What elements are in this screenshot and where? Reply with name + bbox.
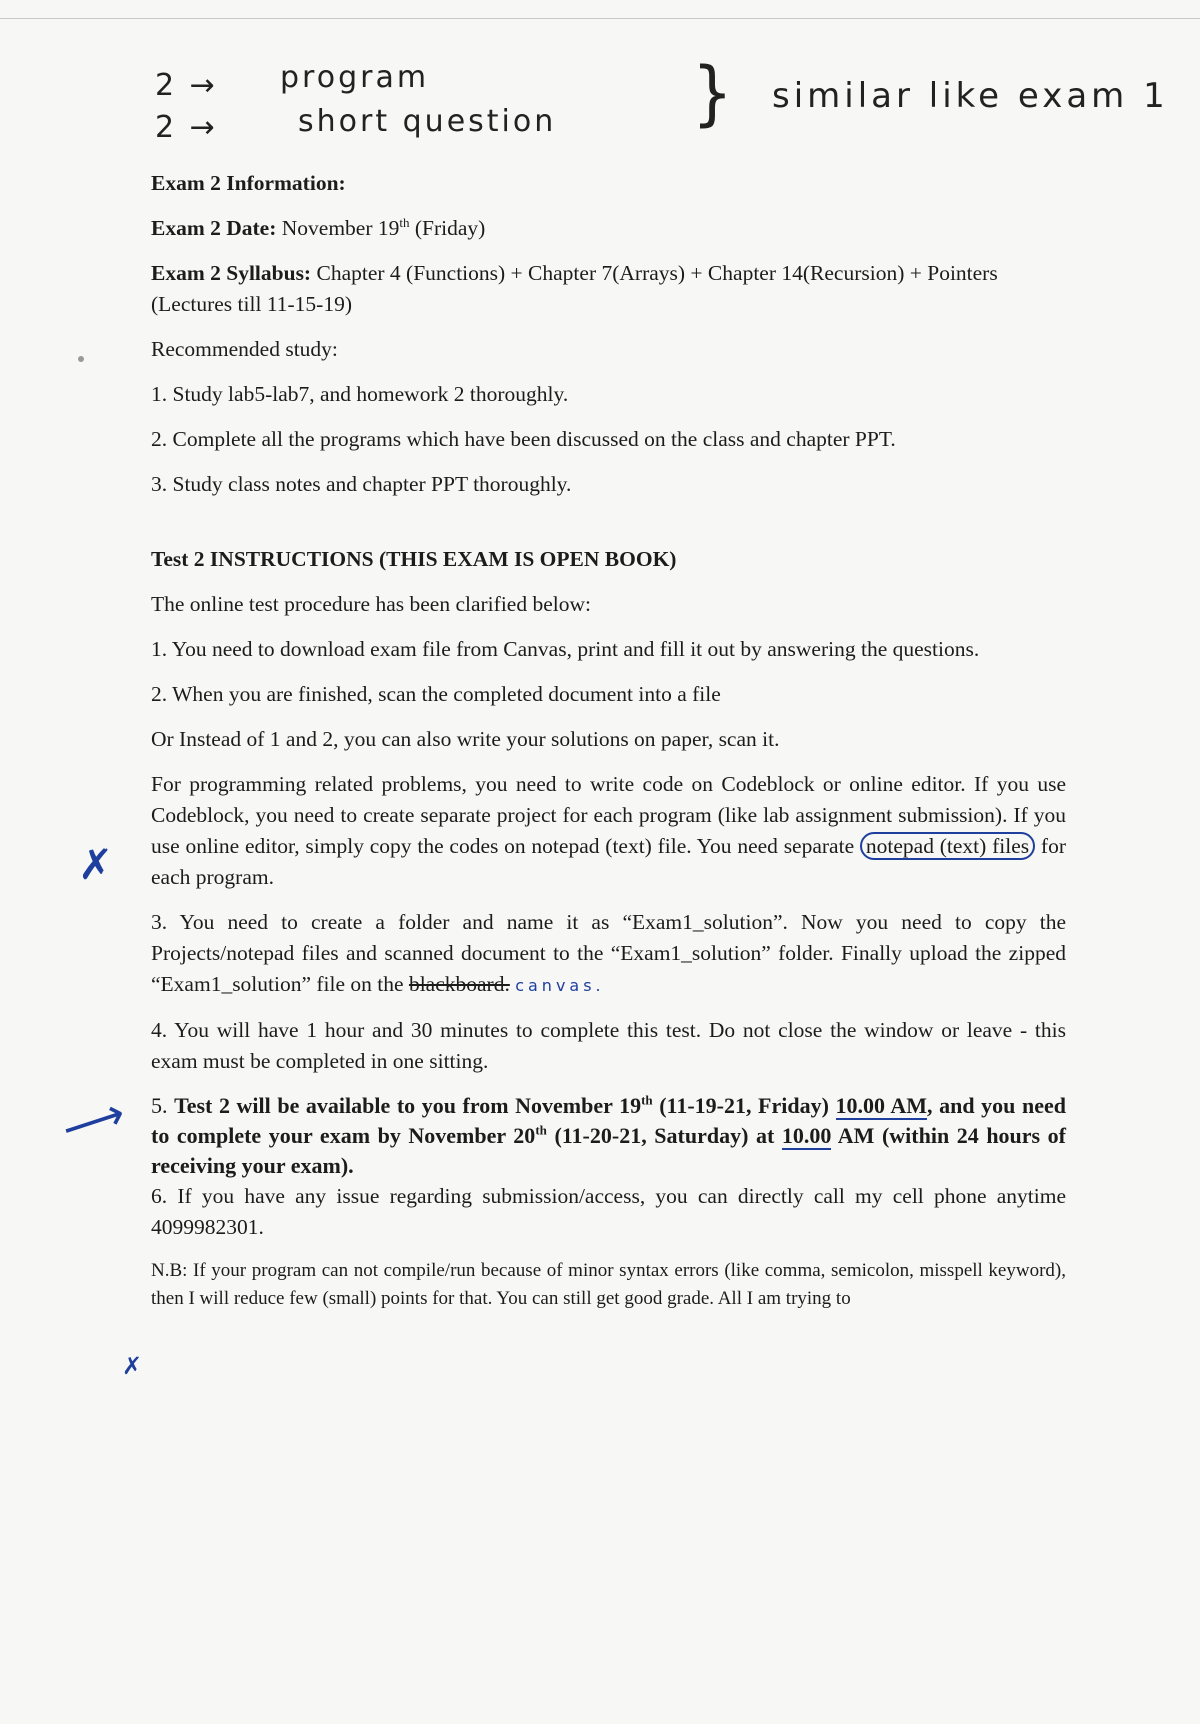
struck-blackboard: blackboard. [408,972,510,996]
document-body [151,168,1066,1313]
instruction-item-3: 3. You need to create a folder and name it as “Exam1_solution”. Now you need to copy the Projects/notepad files and scanned document to the “Exam1_solution” folder. Finally upload the zipped “Exam1_solution” file on the blackboard. canvas. [151,910,1066,996]
hand-note-2-text: short question [298,104,557,139]
exam-date: Exam 2 Date: November 19th (Friday) [151,214,486,240]
instruction-item-4: 4. You will have 1 hour and 30 minutes to complete this test. Do not close the window or leave - this exam must be completed in one sitting. [151,1018,1066,1073]
instruction-item-2: 2. When you are finished, scan the completed document into a file [151,682,721,706]
circled-notepad-files: notepad (text) files [860,832,1035,860]
hand-note-1-number: 2 → [155,68,218,103]
nb-note: N.B: If your program can not compile/run because of minor syntax errors (like comma, semicolon, misspell keyword), then I will reduce few (small) points for that. You can still get good grade. All I am trying to [151,1260,1066,1309]
programming-instructions: For programming related problems, you need to write code on Codeblock or online editor. If you use Codeblock, you need to create separate project for each program (like lab assignment submission). If you use online editor, simply copy the codes on notepad (text) file. You need separate notepad (text) files for each program. [151,772,1066,889]
handwritten-canvas: canvas. [515,976,605,995]
star-mark-icon: ✗ [78,840,114,889]
underlined-start-time: 10.00 AM [835,1093,928,1118]
hand-note-2-number: 2 → [155,110,218,145]
instructions-heading: Test 2 INSTRUCTIONS (THIS EXAM IS OPEN BOOK) [151,547,677,571]
hand-brace: } [692,53,733,135]
instruction-item-1: 1. You need to download exam file from Canvas, print and fill it out by answering the questions. [151,637,980,661]
study-item-3: 3. Study class notes and chapter PPT thoroughly. [151,472,572,496]
arrow-mark-icon: ⟶ [55,1087,132,1156]
instruction-item-5: 5. Test 2 will be available to you from November 19th (11-19-21, Friday) 10.00 AM, and you need to complete your exam by November 20th (11-20-21, Saturday) at 10.00 AM (within 24 hours of receiving your exam). [151,1092,1067,1178]
instruction-alternative: Or Instead of 1 and 2, you can also write your solutions on paper, scan it. [151,727,780,751]
pencil-dot [78,356,84,362]
scan-edge-line [0,18,1200,19]
exam-syllabus: Exam 2 Syllabus: Chapter 4 (Functions) + Chapter 7(Arrays) + Chapter 14(Recursion) + Pointers (Lectures till 11-15-19) [151,261,998,316]
underlined-end-time: 10.00 [781,1123,832,1148]
instruction-item-6: 6. If you have any issue regarding submission/access, you can directly call my cell phone anytime 4099982301. [151,1184,1066,1239]
instructions-intro: The online test procedure has been clarified below: [151,592,591,616]
recommended-study-label: Recommended study: [151,337,338,361]
study-item-1: 1. Study lab5-lab7, and homework 2 thoroughly. [151,382,569,406]
hand-note-1-text: program [280,60,430,95]
hand-note-similar: similar like exam 1 [772,76,1169,116]
info-heading: Exam 2 Information: [151,171,346,195]
small-star-mark-icon: ✗ [122,1352,143,1380]
study-item-2: 2. Complete all the programs which have been discussed on the class and chapter PPT. [151,427,896,451]
